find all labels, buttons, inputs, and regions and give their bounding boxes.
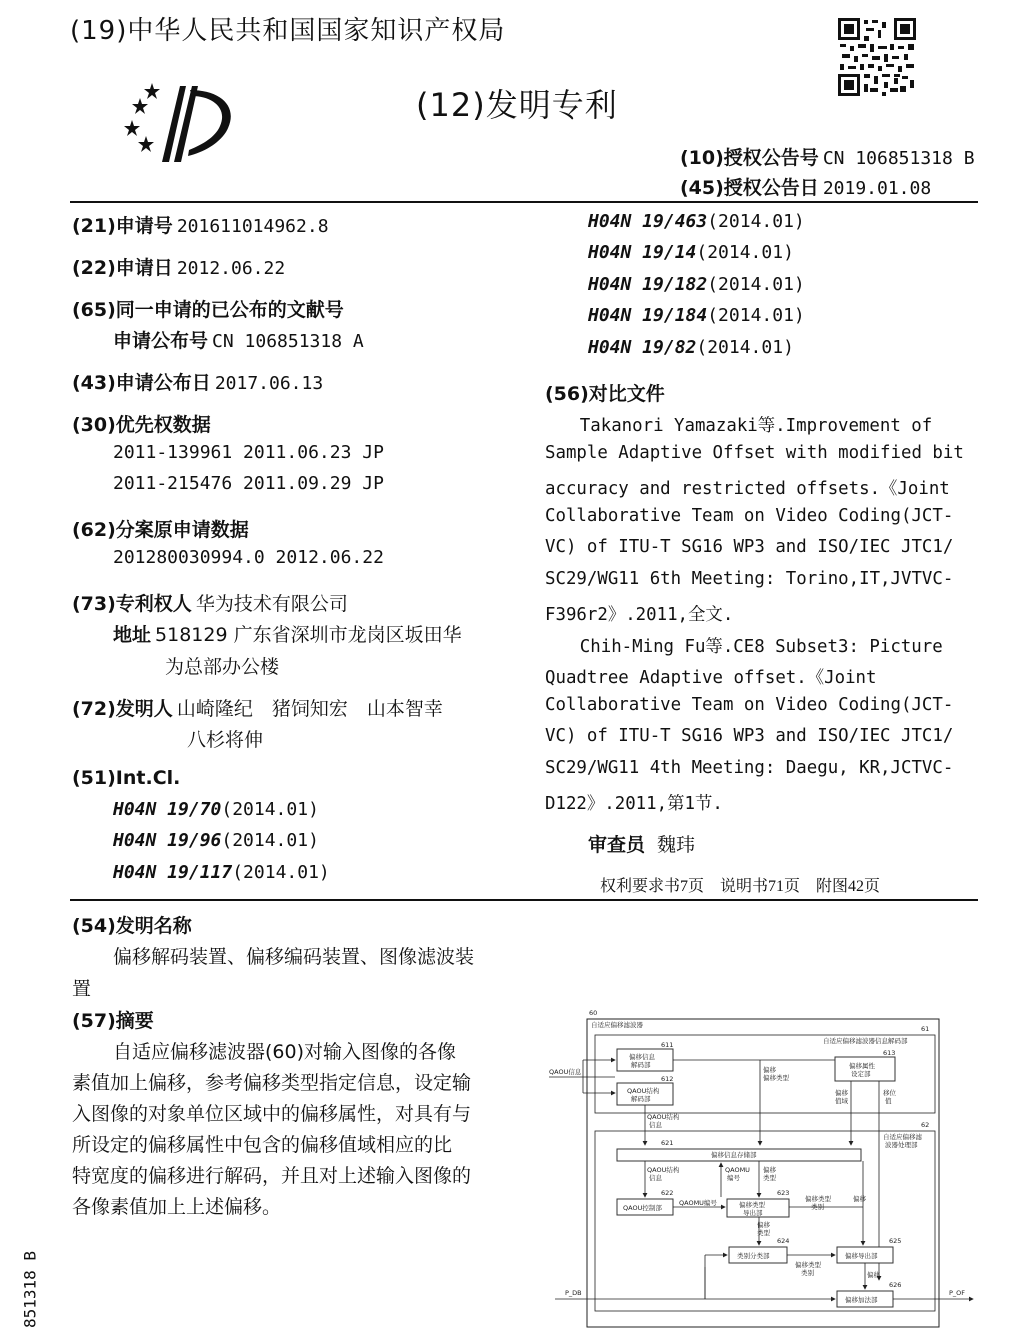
application-publication: [113, 326, 364, 353]
pub-value: CN 106851318 A: [212, 331, 364, 352]
reference-line: Takanori Yamazaki等.Improvement of: [545, 416, 933, 436]
inventors-line-1: 山崎隆纪 猪饲知宏 山本智幸: [176, 698, 443, 720]
shift-value-label: 值: [885, 1097, 892, 1105]
reference-line: accuracy and restricted offsets.《Joint: [545, 479, 950, 499]
offset-attribute-setter-label: 设定部: [851, 1070, 871, 1078]
ipc-version: (2014.01): [707, 305, 805, 326]
assignee-value: 华为技术有限公司: [195, 593, 348, 615]
ipc-version: (2014.01): [696, 242, 794, 263]
application-date: [72, 253, 285, 280]
qaou-input-label: QAOU信息: [549, 1068, 582, 1076]
division-label: (62)分案原申请数据: [72, 519, 249, 541]
qaou-controller-label: QAOU控制部: [623, 1204, 662, 1212]
processor-title: 波器处理部: [885, 1141, 918, 1149]
offset-type-deriver-label: 导出部: [743, 1209, 763, 1217]
label-625: 625: [889, 1237, 902, 1245]
grant-pub-date-label: (45)授权公告日: [680, 177, 819, 199]
qaou-structure-info-label: 信息: [649, 1121, 662, 1129]
offset-class-label: 偏移类型: [805, 1195, 831, 1203]
qr-code-icon: [838, 18, 916, 96]
offset-class-label: 类别: [811, 1203, 824, 1211]
address-line-2: 为总部办公楼: [165, 656, 280, 678]
ipc-entry: [588, 274, 805, 295]
label-623: 623: [777, 1189, 790, 1197]
office-name: (19)中华人民共和国国家知识产权局: [70, 16, 506, 46]
grant-pub-no: [680, 143, 975, 170]
reference-line: Collaborative Team on Video Coding(JCT-: [545, 695, 954, 715]
cnipa-logo-icon: [122, 80, 240, 168]
ipc-code: H04N 19/70: [113, 799, 222, 820]
ipc-code: H04N 19/182: [588, 274, 708, 295]
ipc-version: (2014.01): [221, 799, 319, 820]
offset-adder-label: 偏移加法部: [845, 1296, 878, 1304]
shift-value-label: 移位: [883, 1089, 896, 1097]
reference-line: SC29/WG11 6th Meeting: Torino,IT,JVTVC-: [545, 569, 954, 589]
offset-info-decoder-label: 解码部: [631, 1061, 651, 1069]
reference-line: Sample Adaptive Offset with modified bit: [545, 443, 964, 463]
offset-type-label-3: 类型: [757, 1229, 770, 1237]
offset-type-label: 偏移: [763, 1066, 776, 1074]
offset-class-label-2: 类别: [801, 1269, 814, 1277]
offset-deriver-label: 偏移导出部: [845, 1252, 878, 1260]
side-stamp: 851318 B: [20, 1250, 40, 1329]
abstract-line: 素值加上偏移，参考偏移类型指定信息，设定输: [72, 1072, 472, 1094]
offset-flow-label-2: 偏移: [867, 1271, 880, 1279]
label-613: 613: [883, 1049, 896, 1057]
abstract-label: (57)摘要: [72, 1010, 154, 1032]
qaomu-number-flow-label: QAOMU编号: [679, 1199, 717, 1207]
label-60: 60: [589, 1009, 598, 1017]
label-624: 624: [777, 1237, 790, 1245]
reference-line: VC) of ITU-T SG16 WP3 and ISO/IEC JTC1/: [545, 726, 954, 746]
invention-title-label: (54)发明名称: [72, 915, 192, 937]
grant-pub-date: [680, 173, 931, 200]
abstract-line: 所设定的偏移属性中包含的偏移值域相应的比: [72, 1134, 453, 1156]
qaou-structure-info-label-2: QAOU结构: [647, 1166, 680, 1174]
biblio-divider: [70, 899, 978, 901]
examiner-label: 审查员: [588, 834, 646, 856]
inventors: [72, 694, 443, 721]
ipc-entry: [113, 830, 319, 851]
offset-range-label: 偏移: [835, 1089, 848, 1097]
application-number: [72, 211, 329, 238]
grant-pub-no-label: (10)授权公告号: [680, 147, 819, 169]
intcl-label: (51)Int.Cl.: [72, 767, 181, 789]
pub-date-label: (43)申请公布日: [72, 372, 211, 394]
label-626: 626: [889, 1281, 902, 1289]
invention-title-line-1: 偏移解码装置、偏移编码装置、图像滤波装: [113, 946, 475, 968]
ipc-code: H04N 19/184: [588, 305, 708, 326]
address-label: 地址: [113, 624, 152, 646]
ipc-version: (2014.01): [707, 274, 805, 295]
references-label: (56)对比文件: [545, 383, 665, 405]
offset-class-label-2: 偏移类型: [795, 1261, 821, 1269]
qaomu-number-label: 编号: [727, 1174, 740, 1182]
processor-title: 自适应偏移滤: [883, 1133, 922, 1141]
label-611: 611: [661, 1041, 674, 1049]
priority-entry-1: 2011-139961 2011.06.23 JP: [113, 442, 384, 463]
label-621: 621: [661, 1139, 674, 1147]
publication-date: [72, 368, 323, 395]
reference-line: Collaborative Team on Video Coding(JCT-: [545, 506, 954, 526]
offset-flow-label: 偏移: [853, 1195, 866, 1203]
offset-type-label-3: 偏移: [757, 1221, 770, 1229]
offset-type-label: 偏移类型: [763, 1074, 789, 1082]
pub-date-value: 2017.06.13: [214, 373, 324, 394]
app-no-label: (21)申请号: [72, 215, 173, 237]
app-date-value: 2012.06.22: [176, 258, 286, 279]
abstract-drawing: [545, 1005, 975, 1335]
ipc-version: (2014.01): [232, 862, 330, 883]
examiner-value: 魏玮: [657, 834, 696, 856]
label-61: 61: [921, 1025, 930, 1033]
ipc-version: (2014.01): [696, 337, 794, 358]
reference-line: VC) of ITU-T SG16 WP3 and ISO/IEC JTC1/: [545, 537, 954, 557]
inventor-label: (72)发明人: [72, 698, 173, 720]
ipc-code: H04N 19/14: [588, 242, 697, 263]
ipc-code: H04N 19/96: [113, 830, 222, 851]
reference-line: SC29/WG11 4th Meeting: Daegu, KR,JCTVC-: [545, 758, 954, 778]
offset-type-label-2: 类型: [763, 1174, 776, 1182]
app-no-value: 201611014962.8: [176, 216, 329, 237]
same-application-label: (65)同一申请的已公布的文献号: [72, 299, 344, 321]
offset-type-label-2: 偏移: [763, 1166, 776, 1174]
label-62: 62: [921, 1121, 930, 1129]
decoder-title: 自适应偏移滤波器信息解码部: [823, 1037, 908, 1045]
assignee-label: (73)专利权人: [72, 593, 192, 615]
app-date-label: (22)申请日: [72, 257, 173, 279]
priority-entry-2: 2011-215476 2011.09.29 JP: [113, 473, 384, 494]
offset-storage-label: 偏移信息存储部: [711, 1151, 757, 1159]
ipc-entry: [588, 211, 805, 232]
offset-type-deriver-label: 偏移类型: [739, 1201, 765, 1209]
address-line-1: 518129 广东省深圳市龙岗区坂田华: [155, 624, 462, 646]
ipc-entry: [588, 337, 794, 358]
classifier-label: 类别分类部: [737, 1252, 770, 1260]
qaou-structure-decoder-label: 解码部: [631, 1095, 651, 1103]
ipc-version: (2014.01): [707, 211, 805, 232]
offset-info-decoder-label: 偏移信息: [629, 1053, 655, 1061]
abstract-line: 自适应偏移滤波器(60)对输入图像的各像: [113, 1041, 457, 1063]
label-622: 622: [661, 1189, 674, 1197]
assignee: [72, 589, 348, 616]
ipc-version: (2014.01): [221, 830, 319, 851]
priority-label: (30)优先权数据: [72, 414, 211, 436]
abstract-line: 特宽度的偏移进行解码，并且对上述输入图像的: [72, 1165, 472, 1187]
page-count-info: 权利要求书7页 说明书71页 附图42页: [600, 878, 881, 895]
header-divider: [70, 201, 978, 203]
ipc-code: H04N 19/82: [588, 337, 697, 358]
abstract-line: 各像素值加上上述偏移。: [72, 1196, 282, 1218]
pof-output-label: P_OF: [949, 1289, 966, 1297]
address: [113, 620, 462, 647]
reference-line: Quadtree Adaptive offset.《Joint: [545, 668, 877, 688]
reference-line: D122》.2011,第1节.: [545, 794, 723, 814]
ipc-code: H04N 19/463: [588, 211, 708, 232]
reference-line: F396r2》.2011,全文.: [545, 605, 734, 625]
qaomu-number-label: QAOMU: [725, 1166, 750, 1174]
pub-label: 申请公布号: [113, 330, 209, 352]
division-value: 201280030994.0 2012.06.22: [113, 547, 384, 568]
document-type: (12)发明专利: [416, 86, 618, 124]
ipc-code: H04N 19/117: [113, 862, 233, 883]
pdb-input-label: P_DB: [565, 1289, 582, 1297]
label-612: 612: [661, 1075, 674, 1083]
outer-filter-title: 自适应偏移滤波器: [591, 1021, 643, 1029]
ipc-entry: [588, 242, 794, 263]
examiner: [588, 830, 695, 857]
ipc-entry: [113, 862, 330, 883]
ipc-entry: [113, 799, 319, 820]
qaou-structure-info-label-2: 信息: [649, 1174, 662, 1182]
offset-attribute-setter-label: 偏移属性: [849, 1062, 875, 1070]
abstract-line: 入图像的对象单位区域中的偏移属性，对具有与: [72, 1103, 472, 1125]
inventors-line-2: 八杉将伸: [187, 729, 264, 751]
ipc-entry: [588, 305, 805, 326]
grant-pub-date-value: 2019.01.08: [822, 178, 932, 199]
qaou-structure-decoder-label: QAOU结构: [627, 1087, 660, 1095]
reference-line: Chih-Ming Fu等.CE8 Subset3: Picture: [545, 637, 943, 657]
offset-range-label: 值域: [835, 1097, 848, 1105]
qaou-structure-info-label: QAOU结构: [647, 1113, 680, 1121]
grant-pub-no-value: CN 106851318 B: [822, 148, 975, 169]
invention-title-line-2: 置: [72, 978, 92, 1000]
